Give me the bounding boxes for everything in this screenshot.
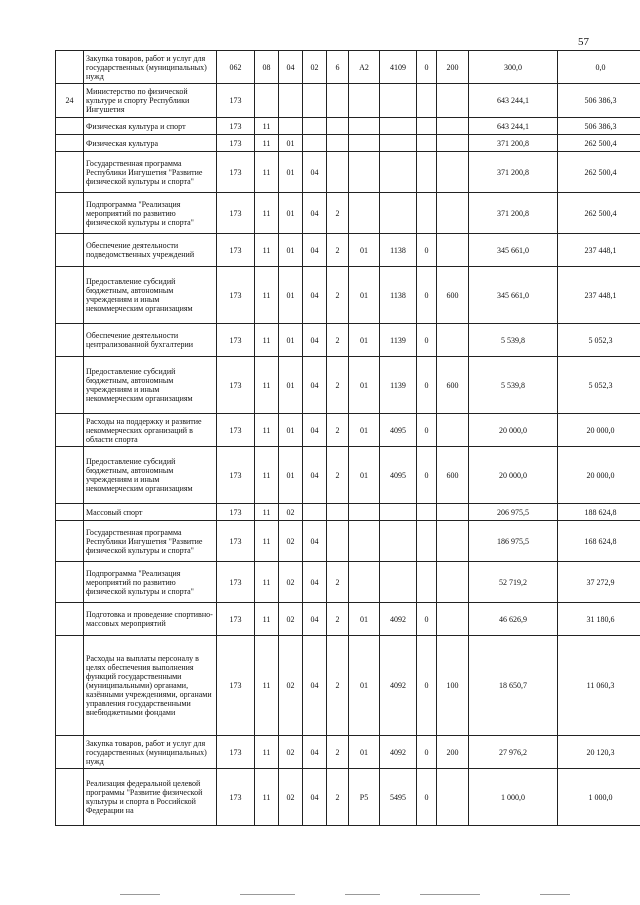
cell-name: Обеспечение деятельности централизованной бухгалтерии — [84, 324, 217, 357]
cell-rz: 11 — [255, 603, 279, 636]
cell-rz: 11 — [255, 521, 279, 562]
cell-rz — [255, 84, 279, 118]
cell-s2: 262 500,4 — [558, 152, 640, 193]
cell-pr: 01 — [279, 357, 303, 414]
cell-s2: 506 386,3 — [558, 84, 640, 118]
cell-vr: 600 — [437, 447, 469, 504]
cell-vr: 100 — [437, 636, 469, 736]
cell-ved: 173 — [217, 84, 255, 118]
cell-c4: 1139 — [380, 324, 417, 357]
cell-s2: 20 120,3 — [558, 736, 640, 769]
cell-c3 — [349, 504, 380, 521]
cell-num — [56, 636, 84, 736]
table-row — [56, 603, 640, 636]
cell-vr — [437, 84, 469, 118]
cell-rz: 11 — [255, 414, 279, 447]
cell-pr: 02 — [279, 504, 303, 521]
cell-c5: 0 — [417, 769, 437, 826]
cell-name: Подпрограмма "Реализация мероприятий по развитию физической культуры и спорта" — [84, 562, 217, 603]
cell-name: Государственная программа Республики Ингушетия "Развитие физической культуры и спорта" — [84, 152, 217, 193]
cell-name: Расходы на выплаты персоналу в целях обеспечения выполнения функций государственными (муниципальными) органами, казёнными учреждениями, органами управления государственными внебюджетными фондами — [84, 636, 217, 736]
table-row — [56, 769, 640, 826]
cell-c1: 04 — [303, 193, 327, 234]
cell-c3 — [349, 521, 380, 562]
table-row — [56, 636, 640, 736]
cell-vr: 200 — [437, 51, 469, 84]
cell-c2 — [327, 152, 349, 193]
cell-vr — [437, 769, 469, 826]
cell-rz: 11 — [255, 636, 279, 736]
cell-vr — [437, 504, 469, 521]
cell-s2: 237 448,1 — [558, 267, 640, 324]
cell-c4: 4092 — [380, 603, 417, 636]
cell-c5: 0 — [417, 636, 437, 736]
cell-c1: 04 — [303, 636, 327, 736]
cell-ved: 173 — [217, 193, 255, 234]
cell-c2 — [327, 118, 349, 135]
cell-ved: 173 — [217, 636, 255, 736]
cell-c5 — [417, 562, 437, 603]
cell-c5: 0 — [417, 51, 437, 84]
cell-num — [56, 769, 84, 826]
cell-pr: 01 — [279, 152, 303, 193]
cell-ved: 062 — [217, 51, 255, 84]
cell-num — [56, 562, 84, 603]
cell-rz: 11 — [255, 267, 279, 324]
cell-s2: 5 052,3 — [558, 357, 640, 414]
cell-c1: 04 — [303, 414, 327, 447]
cell-c1 — [303, 118, 327, 135]
cell-s2: 1 000,0 — [558, 769, 640, 826]
cell-c1: 04 — [303, 603, 327, 636]
cell-num — [56, 118, 84, 135]
cell-c3: 01 — [349, 414, 380, 447]
cell-rz: 11 — [255, 234, 279, 267]
cell-rz: 11 — [255, 193, 279, 234]
cell-pr: 04 — [279, 51, 303, 84]
cell-c2 — [327, 135, 349, 152]
cell-s2: 506 386,3 — [558, 118, 640, 135]
cell-c2: 2 — [327, 769, 349, 826]
cell-c5 — [417, 152, 437, 193]
cell-name: Физическая культура и спорт — [84, 118, 217, 135]
cell-c5: 0 — [417, 414, 437, 447]
cell-s1: 20 000,0 — [469, 447, 558, 504]
cell-c3 — [349, 193, 380, 234]
cell-c4: 1139 — [380, 357, 417, 414]
cell-rz: 11 — [255, 357, 279, 414]
table-row — [56, 736, 640, 769]
table-row — [56, 521, 640, 562]
cell-num — [56, 521, 84, 562]
cell-num — [56, 51, 84, 84]
cell-c1: 02 — [303, 51, 327, 84]
cell-name: Закупка товаров, работ и услуг для государственных (муниципальных) нужд — [84, 736, 217, 769]
cell-s1: 186 975,5 — [469, 521, 558, 562]
cell-ved: 173 — [217, 152, 255, 193]
cell-vr — [437, 562, 469, 603]
cell-pr: 02 — [279, 769, 303, 826]
cell-name: Физическая культура — [84, 135, 217, 152]
table-row — [56, 51, 640, 84]
cell-c3: 01 — [349, 736, 380, 769]
cell-c3 — [349, 84, 380, 118]
cell-name: Массовый спорт — [84, 504, 217, 521]
cell-c4: 5495 — [380, 769, 417, 826]
cell-ved: 173 — [217, 118, 255, 135]
cell-name: Министерство по физической культуре и спорту Республики Ингушетия — [84, 84, 217, 118]
cell-c5: 0 — [417, 447, 437, 504]
cell-name: Предоставление субсидий бюджетным, автономным учреждениям и иным некоммерческим организациям — [84, 447, 217, 504]
cell-vr — [437, 414, 469, 447]
cell-vr — [437, 521, 469, 562]
cell-c1: 04 — [303, 324, 327, 357]
cell-c5: 0 — [417, 357, 437, 414]
cell-c2: 2 — [327, 234, 349, 267]
cell-c3: 01 — [349, 234, 380, 267]
cell-c3: 01 — [349, 267, 380, 324]
cell-c1: 04 — [303, 357, 327, 414]
cell-c2 — [327, 521, 349, 562]
cell-s1: 371 200,8 — [469, 135, 558, 152]
cell-c4 — [380, 504, 417, 521]
cell-num: 24 — [56, 84, 84, 118]
cell-vr — [437, 118, 469, 135]
cell-vr: 200 — [437, 736, 469, 769]
page-number: 57 — [578, 36, 589, 48]
cell-num — [56, 357, 84, 414]
cell-c2: 2 — [327, 562, 349, 603]
cell-vr — [437, 193, 469, 234]
cell-c4: 4095 — [380, 414, 417, 447]
cell-ved: 173 — [217, 736, 255, 769]
cell-c2: 2 — [327, 357, 349, 414]
cell-c4 — [380, 152, 417, 193]
cell-c2: 2 — [327, 414, 349, 447]
table-row — [56, 234, 640, 267]
cell-c4: 1138 — [380, 234, 417, 267]
cell-s2: 20 000,0 — [558, 414, 640, 447]
cell-c5: 0 — [417, 234, 437, 267]
cell-ved: 173 — [217, 447, 255, 504]
cell-c5 — [417, 135, 437, 152]
cell-s2: 11 060,3 — [558, 636, 640, 736]
cell-vr — [437, 324, 469, 357]
cell-c4 — [380, 135, 417, 152]
cell-num — [56, 414, 84, 447]
cell-num — [56, 234, 84, 267]
cell-c3 — [349, 562, 380, 603]
cell-c5: 0 — [417, 736, 437, 769]
cell-c5 — [417, 193, 437, 234]
cell-rz: 11 — [255, 135, 279, 152]
cell-ved: 173 — [217, 357, 255, 414]
table-row — [56, 84, 640, 118]
cell-s1: 643 244,1 — [469, 118, 558, 135]
cell-ved: 173 — [217, 521, 255, 562]
cell-c1: 04 — [303, 267, 327, 324]
scan-edge-marks — [0, 892, 640, 898]
cell-s1: 643 244,1 — [469, 84, 558, 118]
cell-s1: 5 539,8 — [469, 357, 558, 414]
cell-c2: 2 — [327, 603, 349, 636]
table-row — [56, 504, 640, 521]
cell-c1: 04 — [303, 152, 327, 193]
cell-c3 — [349, 118, 380, 135]
cell-c3 — [349, 135, 380, 152]
cell-s2: 168 624,8 — [558, 521, 640, 562]
cell-name: Предоставление субсидий бюджетным, автономным учреждениям и иным некоммерческим организациям — [84, 267, 217, 324]
cell-rz: 11 — [255, 562, 279, 603]
table-row — [56, 118, 640, 135]
cell-ved: 173 — [217, 504, 255, 521]
cell-c4: 1138 — [380, 267, 417, 324]
cell-c5: 0 — [417, 324, 437, 357]
cell-s1: 5 539,8 — [469, 324, 558, 357]
cell-pr: 02 — [279, 736, 303, 769]
cell-ved: 173 — [217, 135, 255, 152]
cell-c3: 01 — [349, 324, 380, 357]
cell-s1: 371 200,8 — [469, 152, 558, 193]
cell-c1: 04 — [303, 769, 327, 826]
cell-c5 — [417, 84, 437, 118]
cell-name: Подпрограмма "Реализация мероприятий по развитию физической культуры и спорта" — [84, 193, 217, 234]
cell-pr: 02 — [279, 562, 303, 603]
cell-s2: 5 052,3 — [558, 324, 640, 357]
cell-rz: 11 — [255, 152, 279, 193]
cell-c1: 04 — [303, 447, 327, 504]
cell-s2: 31 180,6 — [558, 603, 640, 636]
cell-num — [56, 603, 84, 636]
cell-c5 — [417, 118, 437, 135]
cell-c3: 01 — [349, 636, 380, 736]
cell-rz: 11 — [255, 769, 279, 826]
cell-c4 — [380, 562, 417, 603]
cell-vr — [437, 603, 469, 636]
cell-name: Расходы на поддержку и развитие некоммерческих организаций в области спорта — [84, 414, 217, 447]
cell-num — [56, 447, 84, 504]
cell-ved: 173 — [217, 414, 255, 447]
table-row — [56, 267, 640, 324]
table-row — [56, 324, 640, 357]
cell-c3: 01 — [349, 357, 380, 414]
cell-ved: 173 — [217, 603, 255, 636]
cell-c3: А2 — [349, 51, 380, 84]
cell-c1: 04 — [303, 736, 327, 769]
cell-pr: 02 — [279, 521, 303, 562]
cell-c1: 04 — [303, 562, 327, 603]
cell-c1: 04 — [303, 234, 327, 267]
table-row — [56, 357, 640, 414]
cell-name: Закупка товаров, работ и услуг для государственных (муниципальных) нужд — [84, 51, 217, 84]
cell-pr: 01 — [279, 234, 303, 267]
cell-ved: 173 — [217, 769, 255, 826]
cell-c2: 2 — [327, 736, 349, 769]
cell-vr: 600 — [437, 267, 469, 324]
cell-rz: 11 — [255, 324, 279, 357]
cell-name: Подготовка и проведение спортивно-массовых мероприятий — [84, 603, 217, 636]
cell-rz: 11 — [255, 118, 279, 135]
cell-c4 — [380, 193, 417, 234]
cell-name: Предоставление субсидий бюджетным, автономным учреждениям и иным некоммерческим организациям — [84, 357, 217, 414]
cell-s2: 20 000,0 — [558, 447, 640, 504]
cell-vr — [437, 152, 469, 193]
cell-rz: 08 — [255, 51, 279, 84]
cell-s2: 0,0 — [558, 51, 640, 84]
cell-pr — [279, 84, 303, 118]
cell-name: Обеспечение деятельности подведомственных учреждений — [84, 234, 217, 267]
cell-c5 — [417, 504, 437, 521]
cell-s1: 345 661,0 — [469, 234, 558, 267]
table-row — [56, 562, 640, 603]
cell-s2: 237 448,1 — [558, 234, 640, 267]
table-row — [56, 135, 640, 152]
cell-num — [56, 267, 84, 324]
cell-s1: 1 000,0 — [469, 769, 558, 826]
cell-c3: 01 — [349, 603, 380, 636]
cell-c1 — [303, 135, 327, 152]
cell-c4: 4092 — [380, 736, 417, 769]
table-row — [56, 152, 640, 193]
cell-pr — [279, 118, 303, 135]
cell-c2: 6 — [327, 51, 349, 84]
cell-c5 — [417, 521, 437, 562]
cell-num — [56, 736, 84, 769]
cell-rz: 11 — [255, 504, 279, 521]
budget-table — [55, 50, 640, 826]
cell-s1: 206 975,5 — [469, 504, 558, 521]
cell-pr: 01 — [279, 135, 303, 152]
cell-c2 — [327, 84, 349, 118]
cell-c2 — [327, 504, 349, 521]
cell-c3: Р5 — [349, 769, 380, 826]
cell-c2: 2 — [327, 447, 349, 504]
cell-pr: 01 — [279, 193, 303, 234]
cell-c2: 2 — [327, 636, 349, 736]
cell-ved: 173 — [217, 562, 255, 603]
cell-s1: 20 000,0 — [469, 414, 558, 447]
cell-pr: 01 — [279, 414, 303, 447]
cell-s1: 46 626,9 — [469, 603, 558, 636]
cell-c4 — [380, 521, 417, 562]
cell-name: Государственная программа Республики Ингушетия "Развитие физической культуры и спорта" — [84, 521, 217, 562]
cell-s2: 37 272,9 — [558, 562, 640, 603]
table-row — [56, 414, 640, 447]
cell-num — [56, 504, 84, 521]
cell-s1: 300,0 — [469, 51, 558, 84]
cell-s2: 262 500,4 — [558, 193, 640, 234]
cell-c2: 2 — [327, 267, 349, 324]
cell-c4 — [380, 118, 417, 135]
cell-c2: 2 — [327, 193, 349, 234]
cell-c4: 4092 — [380, 636, 417, 736]
cell-c4: 4095 — [380, 447, 417, 504]
table-body — [56, 51, 640, 826]
cell-vr: 600 — [437, 357, 469, 414]
table-row — [56, 447, 640, 504]
cell-num — [56, 193, 84, 234]
cell-c4: 4109 — [380, 51, 417, 84]
cell-c3: 01 — [349, 447, 380, 504]
cell-rz: 11 — [255, 736, 279, 769]
cell-s1: 345 661,0 — [469, 267, 558, 324]
cell-num — [56, 324, 84, 357]
cell-s2: 262 500,4 — [558, 135, 640, 152]
cell-vr — [437, 234, 469, 267]
cell-c5: 0 — [417, 267, 437, 324]
cell-s1: 27 976,2 — [469, 736, 558, 769]
cell-c1 — [303, 504, 327, 521]
cell-s1: 52 719,2 — [469, 562, 558, 603]
cell-c2: 2 — [327, 324, 349, 357]
cell-ved: 173 — [217, 267, 255, 324]
cell-pr: 02 — [279, 636, 303, 736]
cell-num — [56, 135, 84, 152]
cell-pr: 02 — [279, 603, 303, 636]
cell-ved: 173 — [217, 234, 255, 267]
cell-c4 — [380, 84, 417, 118]
cell-pr: 01 — [279, 324, 303, 357]
cell-c5: 0 — [417, 603, 437, 636]
cell-vr — [437, 135, 469, 152]
cell-c3 — [349, 152, 380, 193]
cell-ved: 173 — [217, 324, 255, 357]
table-row — [56, 193, 640, 234]
cell-pr: 01 — [279, 267, 303, 324]
cell-c1: 04 — [303, 521, 327, 562]
cell-s1: 371 200,8 — [469, 193, 558, 234]
cell-s2: 188 624,8 — [558, 504, 640, 521]
cell-c1 — [303, 84, 327, 118]
cell-s1: 18 650,7 — [469, 636, 558, 736]
cell-name: Реализация федеральной целевой программы "Развитие физической культуры и спорта в Российской Федерации на — [84, 769, 217, 826]
cell-num — [56, 152, 84, 193]
cell-rz: 11 — [255, 447, 279, 504]
cell-pr: 01 — [279, 447, 303, 504]
